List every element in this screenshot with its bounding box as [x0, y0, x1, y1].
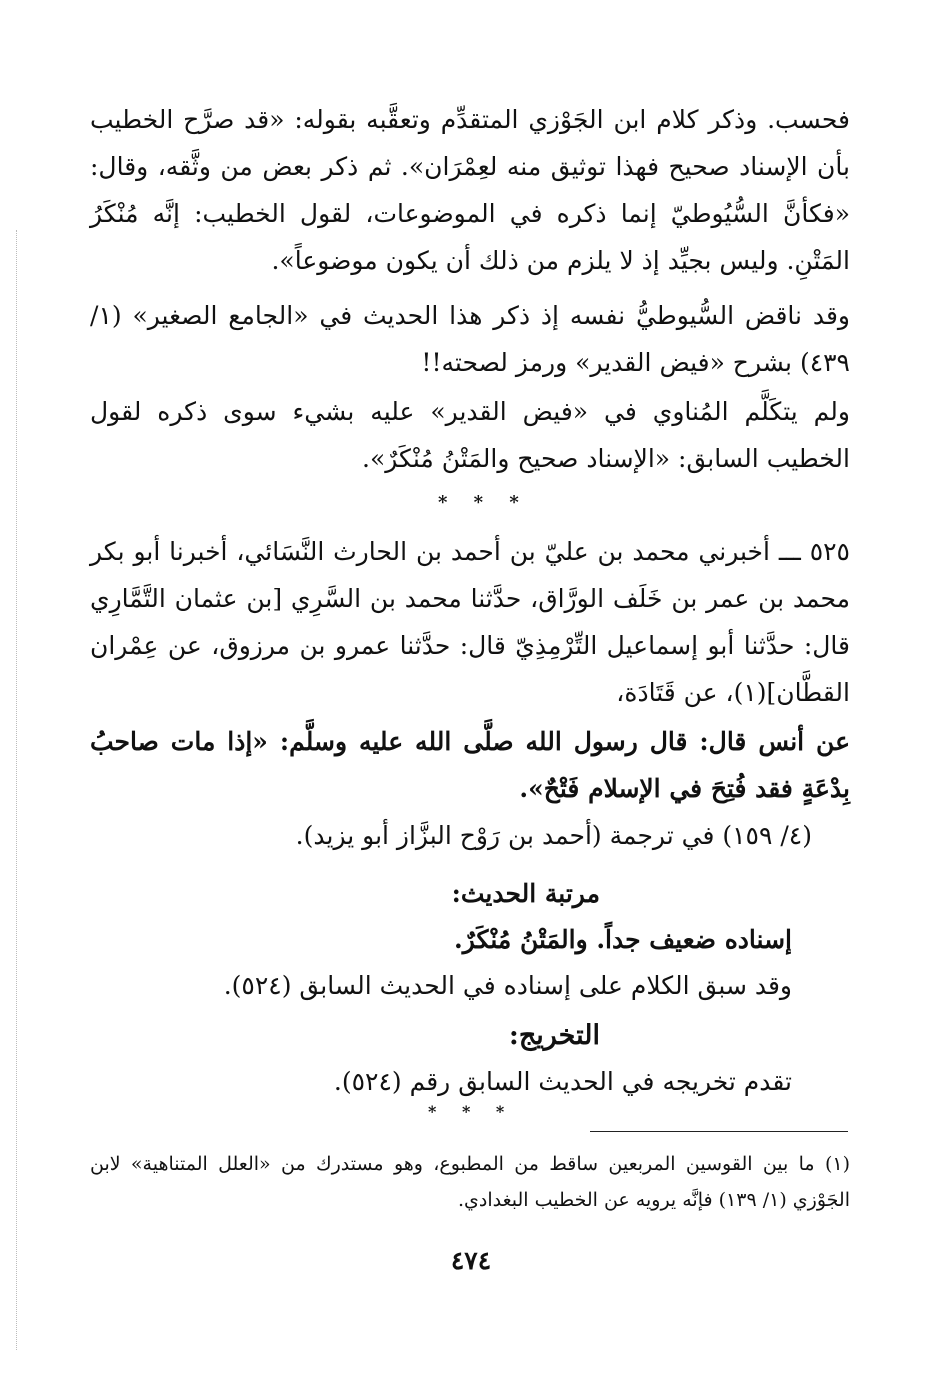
takhrij-text: تقدم تخريجه في الحديث السابق رقم (٥٢٤). — [333, 1067, 792, 1096]
rank-note: وقد سبق الكلام على إسناده في الحديث السابق (٥٢٤). — [223, 971, 792, 1000]
end-separator-stars: * * * — [428, 1102, 515, 1121]
page-number: ٤٧٤ — [450, 1246, 492, 1275]
hadith-525-matn: عن أنس قال: قال رسول الله صلَّى الله عليه وسلَّم: «إذا مات صاحبُ بِدْعَةٍ فقد فُتِحَ في الإسلام فَتْحٌ». — [90, 727, 850, 803]
hadith-source-reference: (٤/ ١٥٩) في ترجمة (أحمد بن رَوْح البزَّاز أبو يزيد). — [295, 821, 812, 850]
footnote-1: (١) ما بين القوسين المربعين ساقط من المطبوع، وهو مستدرك من «العلل المتناهية» لابن الجَوْزي (١/ ١٣٩) فإنَّه يرويه عن الخطيب البغدادي. — [90, 1153, 850, 1211]
paragraph-munawi: ولم يتكَلَّم المُناوي في «فيض القدير» عليه بشيء سوى ذكره لقول الخطيب السابق: «الإسناد صحيح والمَتْنُ مُنْكَرٌ». — [90, 397, 850, 473]
paragraph-continuation: فحسب. وذكر كلام ابن الجَوْزي المتقدِّم وتعقَّبه بقوله: «قد صرَّح الخطيب بأن الإسناد صحيح فهذا توثيق منه لعِمْرَان». ثم ذكر بعض من وثَّقه، وقال: «فكأنَّ السُّيُوطيّ إنما ذكره في الموضوعات، لقول الخطيب: إنَّه مُنْكَرُ المَتْنِ. وليس بجيِّد إذ لا يلزم من ذلك أن يكون موضوعاً». — [90, 105, 850, 275]
scan-edge-marks — [16, 230, 17, 1350]
section-separator-stars: * * * — [438, 492, 529, 513]
rank-verdict: إسناده ضعيف جداً. والمَتْنُ مُنْكَرٌ. — [454, 925, 792, 954]
section-heading-takhrij: التخريج: — [508, 1020, 600, 1051]
paragraph-suyuti-contradiction: وقد ناقض السُّيوطيُّ نفسه إذ ذكر هذا الحديث في «الجامع الصغير» (١/ ٤٣٩) بشرح «فيض القدير» ورمز لصحته!! — [90, 301, 850, 377]
section-heading-rank: مرتبة الحديث: — [451, 879, 600, 908]
footnote-divider — [590, 1131, 848, 1132]
hadith-525-isnad: ٥٢٥ ـــ أخبرني محمد بن عليّ بن أحمد بن الحارث النَّسَائي، أخبرنا أبو بكر محمد بن عمر بن خَلَف الورَّاق، حدَّثنا محمد بن السَّرِي [بن عثمان التَّمَّارِي قال: حدَّثنا أبو إسماعيل التِّرْمِذِيّ قال: حدَّثنا عمرو بن مرزوق، عن عِمْران القطَّان](١)، عن قَتَادَة، — [90, 537, 850, 707]
